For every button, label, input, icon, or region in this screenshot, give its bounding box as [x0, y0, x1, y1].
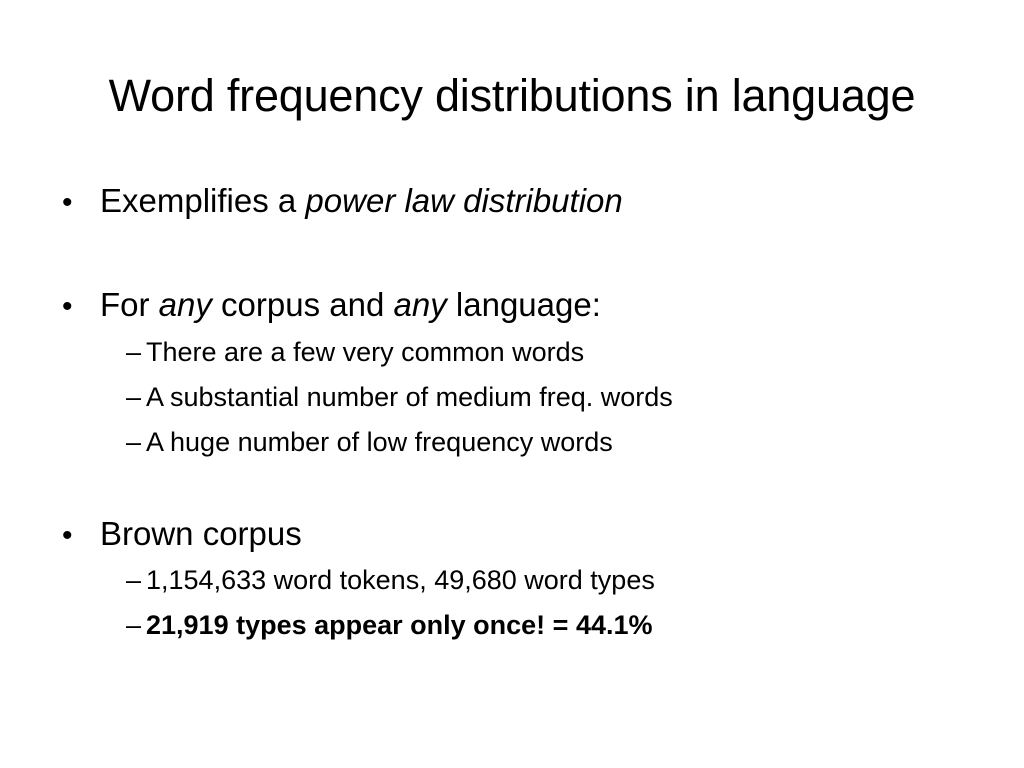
bullet-text: For [100, 286, 159, 323]
subitem-text: A huge number of low frequency words [146, 427, 613, 457]
subitem-text: There are a few very common words [146, 337, 585, 367]
dash-icon: – [126, 427, 142, 457]
bullet-text: Brown corpus [100, 515, 302, 552]
subitem-text-bold: 21,919 types appear only once! = 44.1% [146, 610, 653, 640]
dash-icon: – [126, 610, 142, 640]
bullet-emphasis: any [158, 286, 212, 323]
bullet-any-corpus [62, 285, 601, 327]
bullet-emphasis: any [393, 286, 447, 323]
bullet-text: Exemplifies a [100, 182, 306, 219]
dash-icon: – [126, 565, 142, 595]
bullet-dot-icon: • [62, 186, 73, 219]
subitem-medium-words [126, 380, 673, 414]
subitem-text: A substantial number of medium freq. words [146, 382, 673, 412]
bullet-emphasis: power law distribution [305, 182, 623, 219]
bullet-text: language: [446, 286, 601, 323]
bullet-dot-icon: • [62, 290, 73, 323]
subitem-hapax-count [126, 608, 653, 642]
bullet-text: corpus and [211, 286, 394, 323]
dash-icon: – [126, 382, 142, 412]
dash-icon: – [126, 337, 142, 367]
bullet-dot-icon: • [62, 519, 73, 552]
subitem-low-frequency-words [126, 425, 613, 459]
subitem-token-counts [126, 563, 655, 597]
subitem-common-words [126, 335, 584, 369]
subitem-text: 1,154,633 word tokens, 49,680 word types [146, 565, 655, 595]
bullet-brown-corpus [62, 514, 302, 556]
slide-title: Word frequency distributions in language [108, 70, 916, 121]
bullet-power-law [62, 181, 623, 223]
